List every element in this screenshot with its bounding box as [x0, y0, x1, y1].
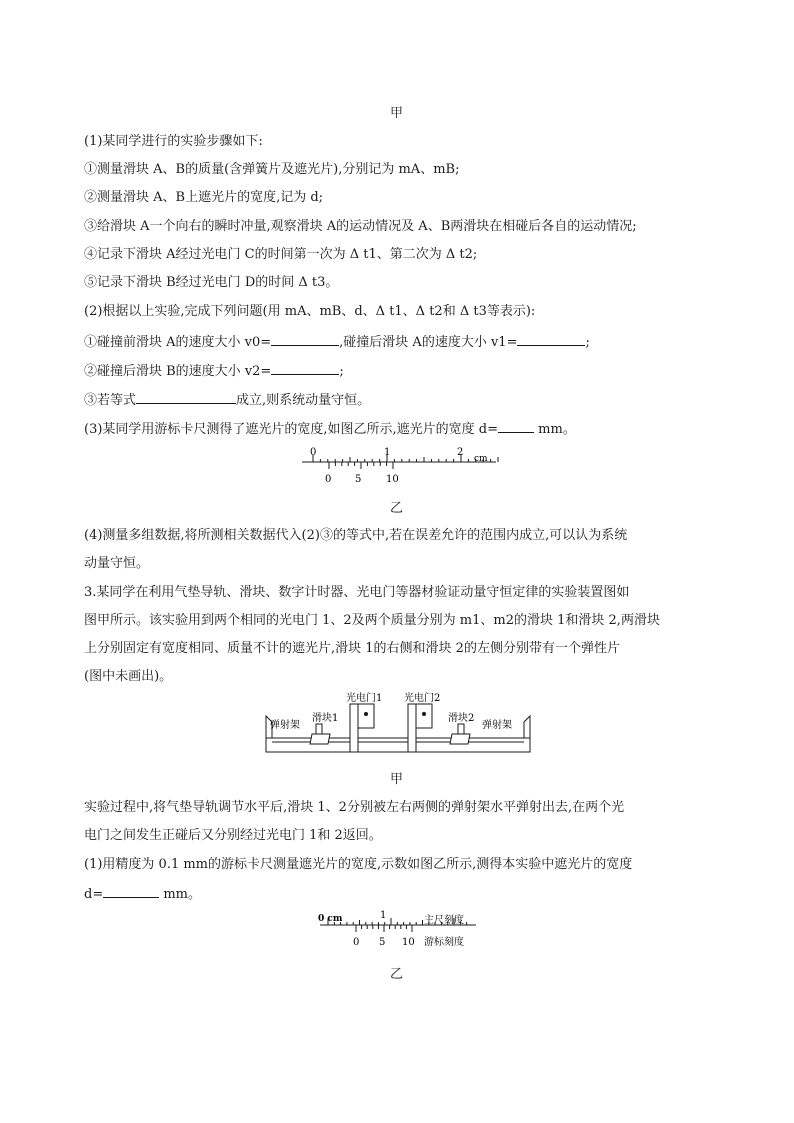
- vernier-scale-ticks-2: [356, 925, 412, 932]
- launcher-right-label: 弹射架: [482, 720, 512, 731]
- vernier-label-0: 0: [325, 474, 332, 485]
- figure-caption-yi-1: 乙: [390, 501, 404, 516]
- main-scale-label-1: 1: [384, 447, 391, 458]
- step-3: ③给滑块 A一个向右的瞬时冲量,观察滑块 A的运动情况及 A、B两滑块在相碰后各自的运动情况;: [84, 219, 637, 234]
- slider-2-body: [450, 734, 470, 744]
- figure-caption-jia-2: 甲: [390, 772, 404, 787]
- question-2-1: ①碰撞前滑块 A的速度大小 v0= ,碰撞后滑块 A的速度大小 v1= ;: [84, 332, 590, 352]
- answer-blank-v2[interactable]: [271, 361, 339, 375]
- step-1: ①测量滑块 A、B的质量(含弹簧片及遮光片),分别记为 mA、mB;: [84, 162, 460, 177]
- vernier-label-5: 5: [355, 474, 362, 485]
- figure-caption-yi-2: 乙: [390, 967, 404, 982]
- step-2: ②测量滑块 A、B上遮光片的宽度,记为 d;: [84, 190, 324, 205]
- gate-2-label: 光电门2: [404, 693, 441, 704]
- question-2-2: ②碰撞后滑块 B的速度大小 v2= ;: [84, 361, 344, 381]
- main-scale-caption: 主尺刻度: [424, 915, 464, 926]
- step-4: ④记录下滑块 A经过光电门 C的时间第一次为 Δ t1、第二次为 Δ t2;: [84, 247, 478, 262]
- figure-caption-jia: 甲: [390, 106, 404, 121]
- vernier-caliper-figure-2: [316, 908, 486, 950]
- question-2-3: ③若等式 成立,则系统动量守恒。: [84, 390, 370, 410]
- problem-3-line-4: (图中未画出)。: [84, 669, 173, 684]
- slider-2-shade: [458, 724, 464, 734]
- question-4-line-1: (4)测量多组数据,将所测相关数据代入(2)③的等式中,若在误差允许的范围内成立,可以认为系统: [84, 528, 628, 543]
- vernier2-label-10: 10: [402, 937, 415, 948]
- vernier-scale-caption: 游标刻度: [424, 937, 464, 948]
- answer-blank-v0[interactable]: [271, 332, 339, 346]
- problem-3-line-3: 上分别固定有宽度相同、质量不计的遮光片,滑块 1的右侧和滑块 2的左侧分别带有一个弹性片: [84, 641, 620, 656]
- main-scale-label-1b: 1: [380, 910, 387, 921]
- vernier2-label-0: 0: [353, 937, 360, 948]
- main-scale-label-0: 0: [310, 447, 317, 458]
- process-line-1: 实验过程中,将气垫导轨调节水平后,滑块 1、2分别被左右两侧的弹射架水平弹射出去,在两个光: [84, 800, 625, 815]
- vernier-scale-ticks: [329, 462, 393, 469]
- step-5: ⑤记录下滑块 B经过光电门 D的时间 Δ t3。: [84, 275, 339, 290]
- answer-blank-equation[interactable]: [136, 390, 236, 404]
- problem-3-line-1: 3.某同学在利用气垫导轨、滑块、数字计时器、光电门等器材验证动量守恒定律的实验装置图如: [84, 585, 630, 600]
- answer-blank-v1[interactable]: [517, 332, 585, 346]
- launcher-left-label: 弹射架: [270, 720, 300, 731]
- main-scale-label-0cm: 0 cm: [318, 914, 343, 924]
- question-4-line-2: 动量守恒。: [84, 556, 150, 571]
- gate-1-label: 光电门1: [346, 693, 383, 704]
- main-scale-ticks: [313, 455, 498, 462]
- vernier-caliper-figure-1: [296, 446, 506, 488]
- slider-1-label: 滑块1: [312, 713, 339, 724]
- answer-blank-d[interactable]: [103, 884, 159, 898]
- vernier2-label-5: 5: [379, 937, 386, 948]
- slider-2-label: 滑块2: [448, 713, 475, 724]
- slider-1-body: [310, 734, 330, 744]
- question-3-1-line-2: d= mm。: [84, 884, 201, 904]
- question-2-heading: (2)根据以上实验,完成下列问题(用 mA、mB、d、Δ t1、Δ t2和 Δ t3等表示):: [84, 304, 536, 319]
- caliper-unit: cm: [474, 454, 488, 464]
- problem-3-line-2: 图甲所示。该实验用到两个相同的光电门 1、2及两个质量分别为 m1、m2的滑块 1和滑块 2,两滑块: [84, 613, 660, 628]
- question-3-1-line-1: (1)用精度为 0.1 mm的游标卡尺测量遮光片的宽度,示数如图乙所示,测得本实验中遮光片的宽度: [84, 857, 633, 872]
- air-track-apparatus-figure: [262, 690, 534, 762]
- answer-blank-width[interactable]: [498, 419, 534, 433]
- main-scale-label-2: 2: [457, 447, 464, 458]
- question-3: (3)某同学用游标卡尺测得了遮光片的宽度,如图乙所示,遮光片的宽度 d= mm。: [84, 419, 576, 439]
- process-line-2: 电门之间发生正碰后又分别经过光电门 1和 2返回。: [84, 828, 382, 843]
- step-heading: (1)某同学进行的实验步骤如下:: [84, 134, 263, 149]
- vernier-label-10: 10: [386, 474, 399, 485]
- slider-1-shade: [316, 724, 322, 734]
